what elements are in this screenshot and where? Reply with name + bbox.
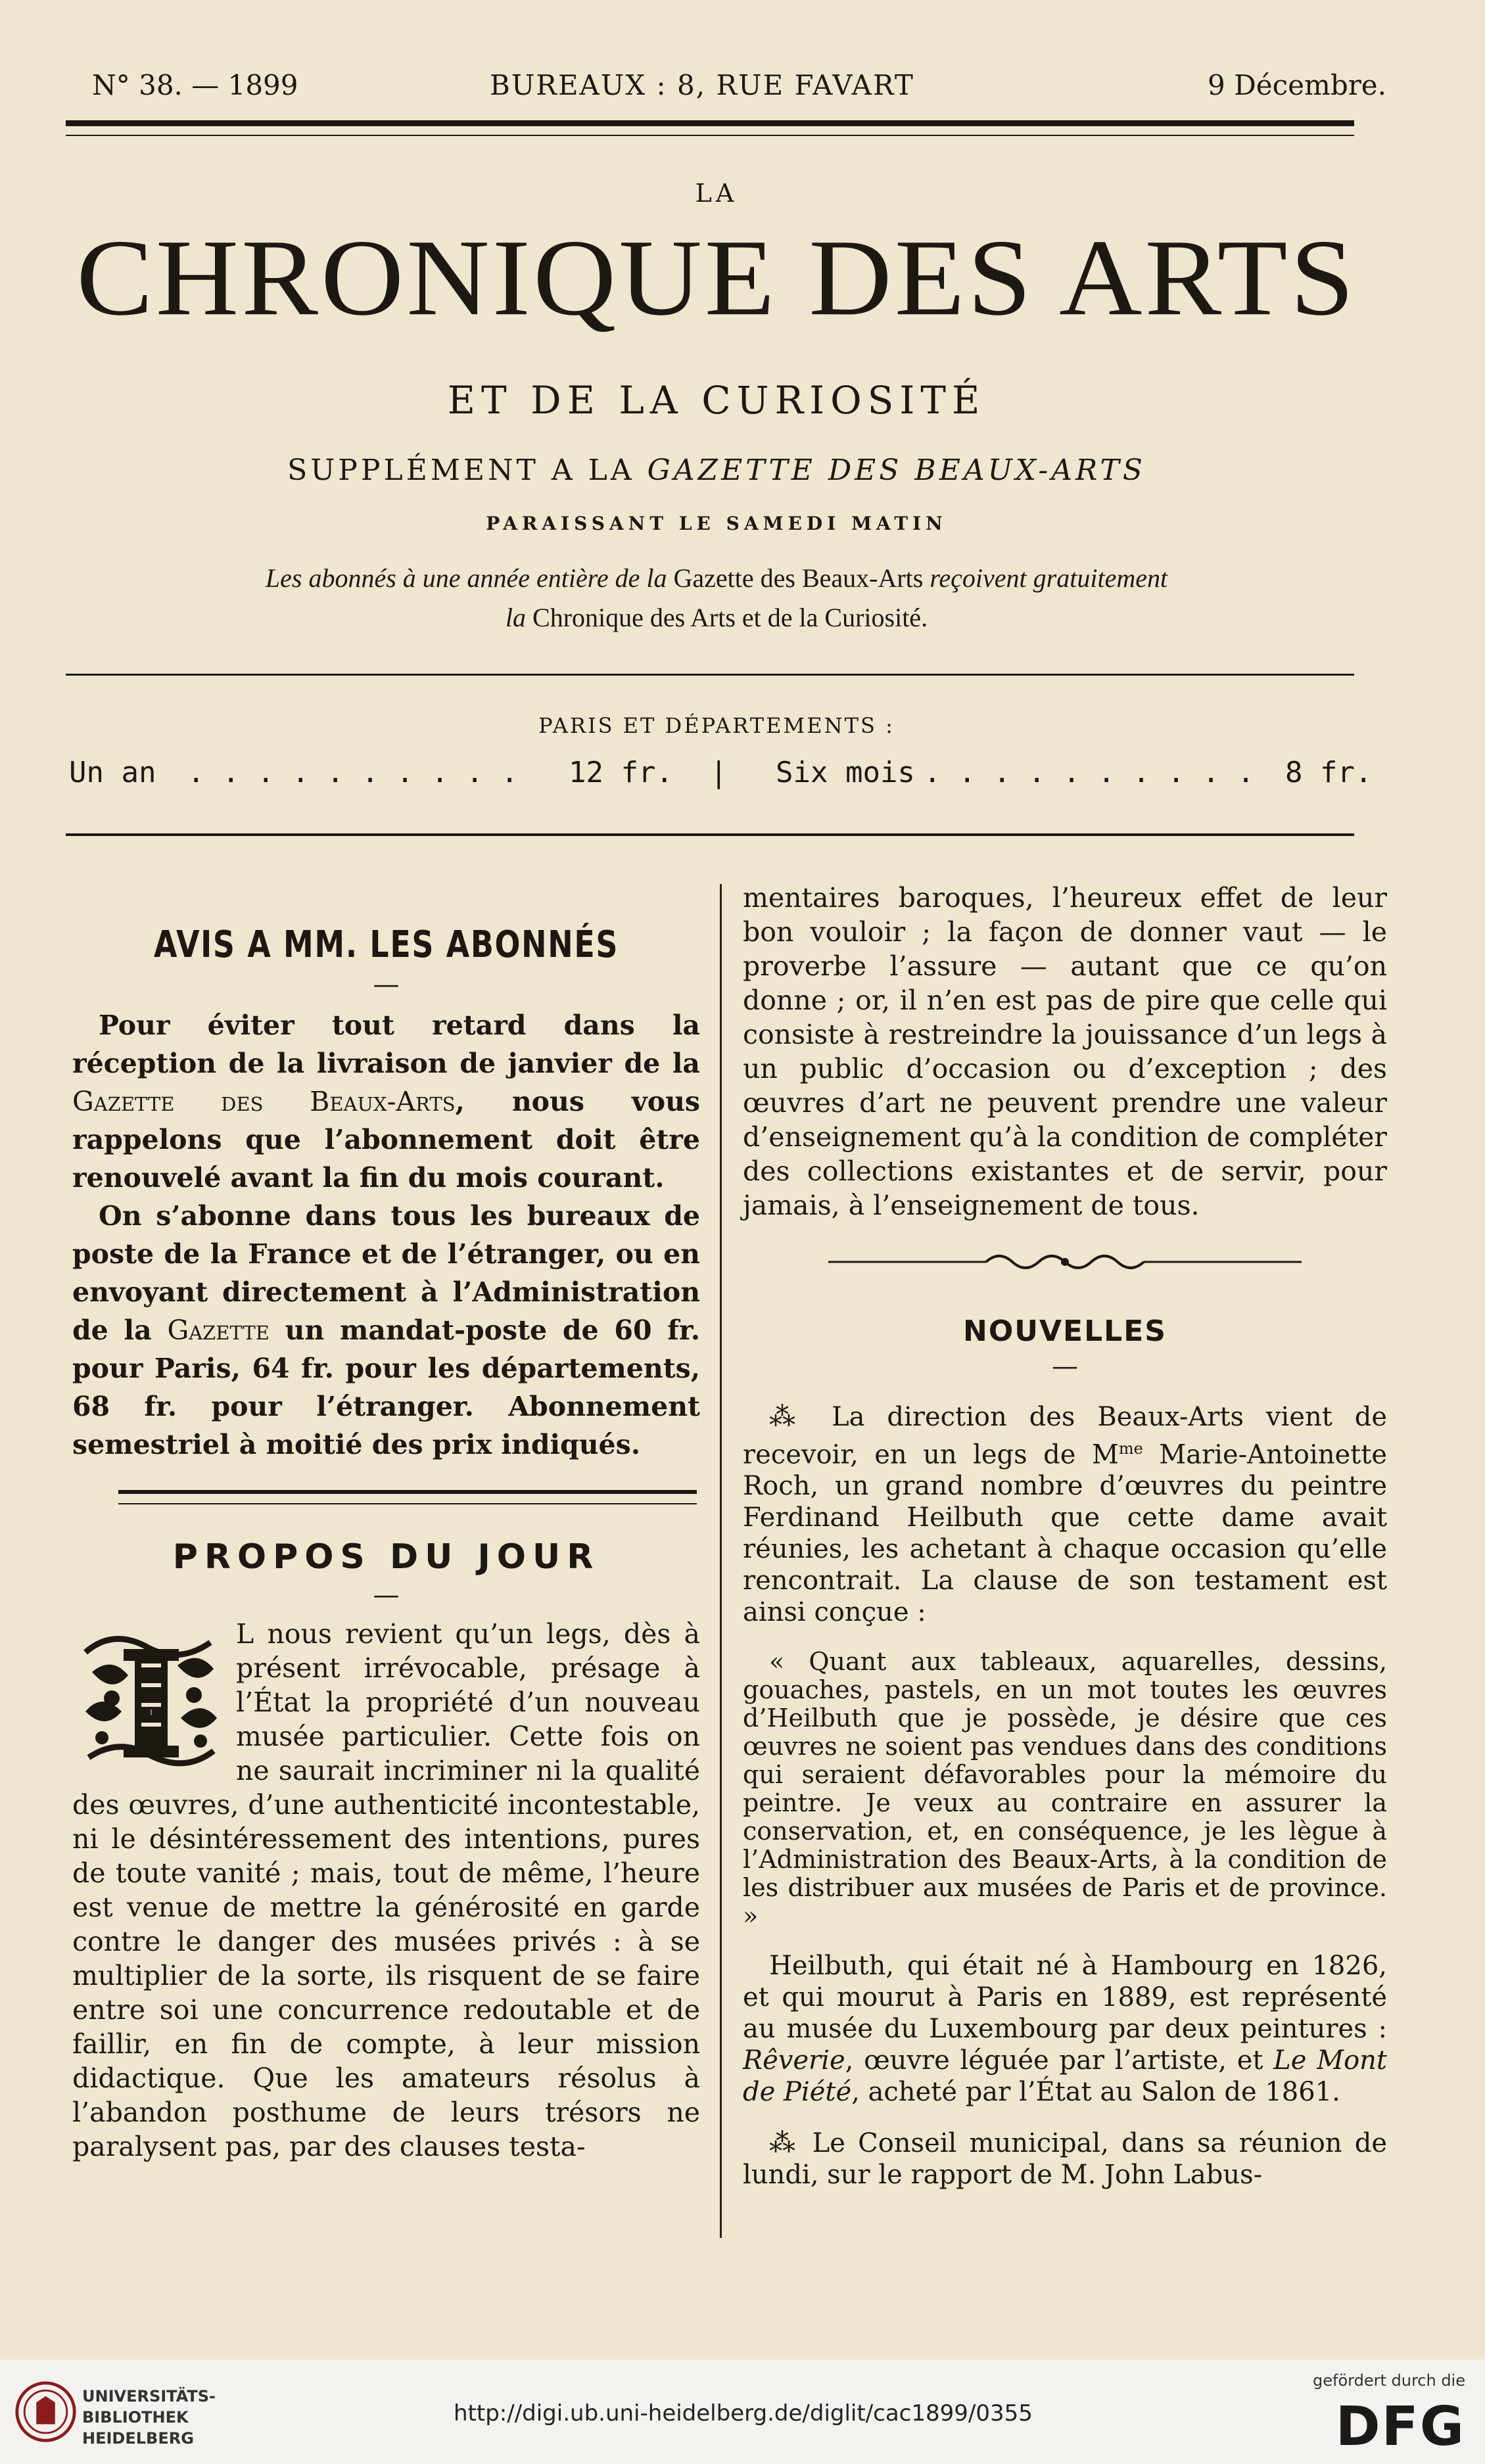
avis-paragraph-2 [72,1197,700,1464]
source-url-link[interactable]: http://digi.ub.uni-heidelberg.de/diglit/cac1899/0355 [454,2400,1033,2427]
propos-text-start: L [236,1618,254,1650]
notice-roman-b: Gazette des Beaux-Arts [667,563,930,593]
header-rule-thick [66,120,1354,126]
university-seal-icon [14,2381,77,2443]
avis-p1-text-a: Pour éviter tout retard dans la réception de la livraison de janvier de la [72,1010,700,1079]
price-separator: | [710,756,728,789]
avis-paragraph-1 [72,1006,700,1197]
news2-text-b: , œuvre léguée par l’artiste, et [845,2045,1274,2076]
nouvelles-heading: NOUVELLES [963,1314,1167,1348]
ornament-divider-icon [828,1249,1302,1275]
testament-quote: « Quant aux tableaux, aquarelles, dessins, gouaches, pastels, en un mot toutes les œuvres d’Heilbuth que je possède, je désire que ces œuvres ne soient pas vendues dans des conditions qui seraient défavorables pour la mémoire du peintre. Je veux au contraire en assurer la conservation, et, en conséquence, je les lègue à l’Administration des Beaux-Arts, à la condition de les distribuer aux musées de Paris et de province. » [743,1647,1387,1931]
price-half-dots: . . . . . . . . . . [924,756,1255,789]
news-item-1 [743,1401,1387,1628]
section-double-rule [118,1490,697,1504]
propos-text: nous revient qu’un legs, dès à présent irrévocable, présage à l’État la propriété d’un nouveau musée particulier. Cette fois on ne saurait incriminer ni la qualité des œuvres, d’une authenticité incontestable, ni le désintéressement des intentions, pures de toute vanité ; mais, tout de même, l’heure est venue de mettre la générosité en garde contre le danger des musées privés : à se multiplier de la sorte, ils risquent de se faire entre soi une concurrence redoutable et de faillir, en fin de compte, à leur mission didactique. Que les amateurs résolus à l’abandon posthume de leurs trésors ne paralysent pas, par des clauses testa- [72,1618,700,2162]
masthead-rule [66,674,1354,676]
avis-p1-text-b: , nous vous rappelons que l’abonnement doit être renouvelé avant la fin du mois courant. [72,1086,700,1194]
subscriber-notice [0,559,1433,638]
news-item-3 [743,2127,1387,2191]
masthead-title: CHRONIQUE DES ARTS [76,216,1357,338]
propos-dash: — [373,1580,400,1610]
propos-paragraph [72,1617,700,2164]
subscription-prices [69,756,1373,802]
avis-p2-text-a: On s’abonne dans tous les bureaux de poste de la France et de l’étranger, ou en envoyant directement à l’Administration de la [72,1200,700,1346]
news2-mont-de-piete: Le Mont de Piété [743,2045,1387,2108]
price-half-label: Six mois [776,756,915,789]
publishing-schedule: PARAISSANT LE SAMEDI MATIN [486,513,947,534]
nouvelles-dash: — [1052,1351,1078,1382]
notice-italic-a: Les abonnés à une année entière de la [265,563,667,593]
news2-text-a: Heilbuth, qui était né à Hambourg en 1826, et qui mourut à Paris en 1889, est représenté au musée du Luxembourg par deux peintures : [743,1951,1387,2045]
news1-text-b: Marie-Antoinette Roch, un grand nombre d’œuvres du peintre Ferdinand Heilbuth que cette dame avait réunies, les achetant à chaque occasion qu’elle rencontrait. La clause de son testament est ainsi conçue : [743,1439,1387,1628]
avis-p2-gazette: Gazette [167,1314,270,1346]
news-item-2 [743,1950,1387,2108]
notice-italic-c: reçoivent gratuitement [930,563,1168,593]
dropcap-letter: I [150,1709,153,1717]
masthead-subtitle: ET DE LA CURIOSITÉ [447,378,986,423]
notice-chronique: Chronique des Arts et de la Curiosité. [526,603,928,632]
news2-reverie: Rêverie [743,2045,845,2076]
propos-continuation: mentaires baroques, l’heureux effet de leur bon vouloir ; la façon de donner vaut — le proverbe l’assure — autant que ce qu’on donne ; or, il n’en est pas de pire que celle qui consiste à restreindre la jouissance d’un legs à un public d’occasion ou d’exception ; des œuvres d’art ne peuvent prendre une valeur d’enseignement qu’à la condition de compléter des collections existantes et de servir, pour jamais, à l’enseignement de tous. [743,882,1387,1221]
news1-text-a: La direction des Beaux-Arts vient de recevoir, en un legs de M [743,1402,1388,1470]
left-column [72,868,700,2164]
asterism-icon-2: ⁂ [769,2128,800,2159]
avis-p2-text-b: un mandat-poste de 60 fr. pour Paris, 64 fr. pour les départements, 68 fr. pour l’étranger. Abonnement semestriel à moitié des prix indiqués. [72,1314,700,1460]
avis-dash: — [373,969,400,1000]
news2-text-c: , acheté par l’État au Salon de 1861. [851,2077,1340,2108]
column-divider [720,884,722,2238]
digitization-footer [0,2359,1485,2464]
avis-heading: AVIS A MM. LES ABONNÉS [153,923,619,966]
issue-number: N° 38. — 1899 [92,69,298,101]
price-year-label: Un an [69,756,156,789]
subscription-rule [66,833,1354,836]
supplement-gazette: GAZETTE DES BEAUX-ARTS [647,453,1146,487]
issue-date: 9 Décembre. [1208,69,1386,101]
price-year-value: 12 fr. [569,756,673,789]
news3-text: Le Conseil municipal, dans sa réunion de lundi, sur le rapport de M. John Labus- [743,2128,1388,2191]
library-line-3: HEIDELBERG [82,2429,194,2448]
asterism-icon: ⁂ [769,1402,810,1432]
subscription-heading: PARIS ET DÉPARTEMENTS : [538,713,895,738]
notice-italic-la: la [505,603,527,632]
supplement-prefix: SUPPLÉMENT A LA [287,453,648,487]
right-column [743,881,1387,2191]
funded-by-label: gefördert durch die [1313,2371,1465,2390]
header-rule-thin [66,135,1354,136]
price-year-dots: . . . . . . . . . . [187,756,519,789]
dfg-logo: DFG [1335,2396,1465,2458]
news1-sup: me [1118,1439,1143,1458]
ornamental-dropcap-icon [72,1626,227,1777]
propos-heading: PROPOS DU JOUR [172,1537,600,1577]
library-name [82,2386,216,2449]
issue-line [92,69,1386,108]
library-line-2: BIBLIOTHEK [82,2408,189,2427]
bureaux-address: BUREAUX : 8, RUE FAVART [490,69,914,101]
price-half-value: 8 fr. [1285,756,1373,789]
avis-p1-gazette: Gazette des Beaux-Arts [72,1086,456,1117]
supplement-line [0,453,1433,487]
library-line-1: UNIVERSITÄTS- [82,2387,216,2406]
masthead-article: LA [695,179,738,208]
